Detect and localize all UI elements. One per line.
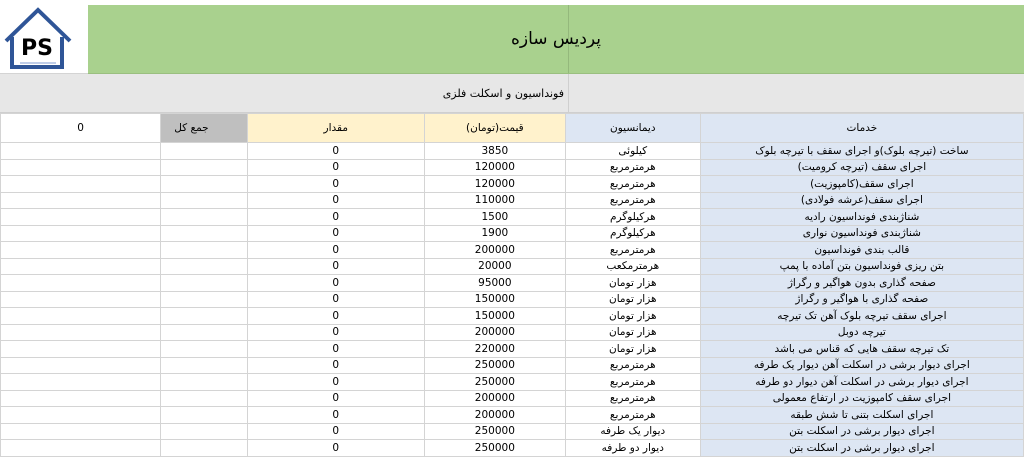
quantity-cell[interactable]: 0 [247, 390, 424, 407]
total-cell[interactable] [1, 423, 161, 440]
total-cell[interactable] [1, 209, 161, 226]
table-row [1, 258, 1024, 275]
dimension-header[interactable]: دیمانسیون [565, 114, 700, 143]
dimension-cell[interactable]: هزار تومان [565, 341, 700, 358]
logo-text: PS [21, 36, 53, 61]
price-cell[interactable]: 200000 [424, 407, 565, 424]
price-cell[interactable]: 1500 [424, 209, 565, 226]
house-logo-icon [0, 5, 88, 73]
quantity-cell[interactable]: 0 [247, 341, 424, 358]
dimension-cell[interactable]: کیلوئی [565, 143, 700, 160]
total-cell[interactable] [1, 258, 161, 275]
service-cell[interactable]: اجرای دیوار برشی در اسکلت آهن دیوار دو طرفه [700, 374, 1023, 391]
table-row [1, 341, 1024, 358]
table-row [1, 440, 1024, 457]
dimension-cell[interactable]: هرمترمربع [565, 390, 700, 407]
bottom-edge [0, 461, 1024, 465]
quantity-header[interactable]: مقدار [247, 114, 424, 143]
quantity-cell[interactable]: 0 [247, 440, 424, 457]
dimension-cell[interactable]: هرکیلوگرم [565, 225, 700, 242]
gray-cell[interactable] [161, 324, 248, 341]
total-cell[interactable] [1, 291, 161, 308]
quantity-cell[interactable]: 0 [247, 291, 424, 308]
price-cell[interactable]: 200000 [424, 324, 565, 341]
quantity-cell[interactable]: 0 [247, 357, 424, 374]
dimension-cell[interactable]: دیوار دو طرفه [565, 440, 700, 457]
dimension-cell[interactable]: هرمترمربع [565, 357, 700, 374]
gray-cell[interactable] [161, 143, 248, 160]
gray-cell[interactable] [161, 209, 248, 226]
table-row [1, 192, 1024, 209]
table-row [1, 308, 1024, 325]
total-cell[interactable] [1, 341, 161, 358]
dimension-cell[interactable]: دیوار یک طرفه [565, 423, 700, 440]
quantity-cell[interactable]: 0 [247, 192, 424, 209]
price-cell[interactable]: 250000 [424, 357, 565, 374]
service-cell[interactable]: شناژبندی فونداسیون رادیه [700, 209, 1023, 226]
table-row [1, 143, 1024, 160]
quantity-cell[interactable]: 0 [247, 159, 424, 176]
quantity-cell[interactable]: 0 [247, 423, 424, 440]
dimension-cell[interactable]: هرکیلوگرم [565, 209, 700, 226]
service-cell[interactable]: ساخت (تیرچه بلوک)و اجرای سقف با تیرچه بلوک [700, 143, 1023, 160]
table-row [1, 242, 1024, 259]
table-row [1, 407, 1024, 424]
price-cell[interactable]: 200000 [424, 242, 565, 259]
dimension-cell[interactable]: هرمترمربع [565, 242, 700, 259]
table-header-row [1, 114, 1024, 143]
table-row [1, 176, 1024, 193]
price-cell[interactable]: 250000 [424, 423, 565, 440]
service-cell[interactable]: اجرای اسکلت بتنی تا شش طبقه [700, 407, 1023, 424]
service-cell[interactable]: تیرچه دوبل [700, 324, 1023, 341]
quantity-cell[interactable]: 0 [247, 242, 424, 259]
quantity-cell[interactable]: 0 [247, 176, 424, 193]
gray-cell[interactable] [161, 176, 248, 193]
service-cell[interactable]: اجرای سقف (تیرچه کرومیت) [700, 159, 1023, 176]
dimension-cell[interactable]: هرمترمربع [565, 159, 700, 176]
subtitle: فونداسیون و اسکلت فلزی [442, 86, 564, 100]
gray-cell[interactable] [161, 192, 248, 209]
total-cell[interactable] [1, 407, 161, 424]
price-cell[interactable]: 200000 [424, 390, 565, 407]
gray-cell[interactable] [161, 440, 248, 457]
service-cell[interactable]: اجرای سقف(عرشه فولادی) [700, 192, 1023, 209]
total-cell[interactable] [1, 143, 161, 160]
gray-cell[interactable] [161, 390, 248, 407]
quantity-cell[interactable]: 0 [247, 258, 424, 275]
gray-cell[interactable] [161, 275, 248, 292]
gray-cell[interactable] [161, 308, 248, 325]
table-row [1, 275, 1024, 292]
quantity-cell[interactable]: 0 [247, 407, 424, 424]
gray-cell[interactable] [161, 374, 248, 391]
service-cell[interactable]: صفحه گذاری با هواگیر و رگراژ [700, 291, 1023, 308]
service-cell[interactable]: اجرای دیوار برشی در اسکلت بتن [700, 440, 1023, 457]
total-cell[interactable] [1, 225, 161, 242]
dimension-cell[interactable]: هرمترمربع [565, 374, 700, 391]
service-cell[interactable]: اجرای سقف تیرچه بلوک آهن تک تیرچه [700, 308, 1023, 325]
total-cell[interactable] [1, 176, 161, 193]
price-header[interactable]: قیمت(تومان) [424, 114, 565, 143]
dimension-cell[interactable]: هرمترمکعب [565, 258, 700, 275]
price-cell[interactable]: 250000 [424, 440, 565, 457]
price-cell[interactable]: 150000 [424, 308, 565, 325]
table-row [1, 291, 1024, 308]
gray-cell[interactable] [161, 258, 248, 275]
table-row [1, 159, 1024, 176]
price-cell[interactable]: 150000 [424, 291, 565, 308]
quantity-cell[interactable]: 0 [247, 275, 424, 292]
total-cell[interactable] [1, 324, 161, 341]
quantity-cell[interactable]: 0 [247, 209, 424, 226]
table-row [1, 357, 1024, 374]
service-cell[interactable]: شناژبندی فونداسیون نواری [700, 225, 1023, 242]
service-cell[interactable]: بتن ریزی فونداسیون بتن آماده با پمپ [700, 258, 1023, 275]
gray-cell[interactable] [161, 407, 248, 424]
service-cell[interactable]: اجرای دیوار برشی در اسکلت آهن دیوار یک طرفه [700, 357, 1023, 374]
quantity-cell[interactable]: 0 [247, 374, 424, 391]
price-cell[interactable]: 1900 [424, 225, 565, 242]
table-row [1, 209, 1024, 226]
total-value-cell[interactable]: 0 [1, 114, 161, 143]
total-cell[interactable] [1, 357, 161, 374]
gray-cell[interactable] [161, 242, 248, 259]
total-cell[interactable] [1, 390, 161, 407]
total-cell[interactable] [1, 374, 161, 391]
price-cell[interactable]: 250000 [424, 374, 565, 391]
table-row [1, 324, 1024, 341]
price-cell[interactable]: 110000 [424, 192, 565, 209]
table-row [1, 390, 1024, 407]
dimension-cell[interactable]: هزار تومان [565, 291, 700, 308]
quantity-cell[interactable]: 0 [247, 308, 424, 325]
quantity-cell[interactable]: 0 [247, 324, 424, 341]
service-cell[interactable]: اجرای سقف کامپوزیت در ارتفاع معمولی [700, 390, 1023, 407]
price-cell[interactable]: 220000 [424, 341, 565, 358]
gray-cell[interactable] [161, 225, 248, 242]
total-cell[interactable] [1, 308, 161, 325]
gray-cell[interactable] [161, 423, 248, 440]
company-name: پردیس سازه [510, 29, 602, 49]
dimension-cell[interactable]: هرمترمربع [565, 192, 700, 209]
dimension-cell[interactable]: هرمترمربع [565, 176, 700, 193]
logo-cell[interactable] [0, 5, 89, 74]
quantity-cell[interactable]: 0 [247, 225, 424, 242]
dimension-cell[interactable]: هرمترمربع [565, 407, 700, 424]
price-cell[interactable]: 120000 [424, 176, 565, 193]
price-table [0, 113, 1024, 457]
total-cell[interactable] [1, 159, 161, 176]
total-label-header[interactable]: جمع کل [161, 114, 248, 143]
service-cell[interactable]: قالب بندی فونداسیون [700, 242, 1023, 259]
dimension-cell[interactable]: هزار تومان [565, 324, 700, 341]
gray-cell[interactable] [161, 291, 248, 308]
price-cell[interactable]: 120000 [424, 159, 565, 176]
service-cell[interactable]: صفحه گذاری بدون هواگیر و رگراژ [700, 275, 1023, 292]
quantity-cell[interactable]: 0 [247, 143, 424, 160]
gray-cell[interactable] [161, 159, 248, 176]
table-row [1, 225, 1024, 242]
dimension-cell[interactable]: هزار تومان [565, 275, 700, 292]
service-cell[interactable]: اجرای دیوار برشی در اسکلت بتن [700, 423, 1023, 440]
service-cell[interactable]: اجرای سقف(کامپوزیت) [700, 176, 1023, 193]
table-row [1, 423, 1024, 440]
table-row [1, 374, 1024, 391]
total-cell[interactable] [1, 192, 161, 209]
services-header[interactable]: خدمات [700, 114, 1023, 143]
service-cell[interactable]: تک تیرچه سقف هایی که قناس می باشد [700, 341, 1023, 358]
gray-cell[interactable] [161, 357, 248, 374]
gray-cell[interactable] [161, 341, 248, 358]
total-cell[interactable] [1, 440, 161, 457]
dimension-cell[interactable]: هزار تومان [565, 308, 700, 325]
price-cell[interactable]: 20000 [424, 258, 565, 275]
total-cell[interactable] [1, 275, 161, 292]
total-cell[interactable] [1, 242, 161, 259]
price-cell[interactable]: 3850 [424, 143, 565, 160]
price-cell[interactable]: 95000 [424, 275, 565, 292]
